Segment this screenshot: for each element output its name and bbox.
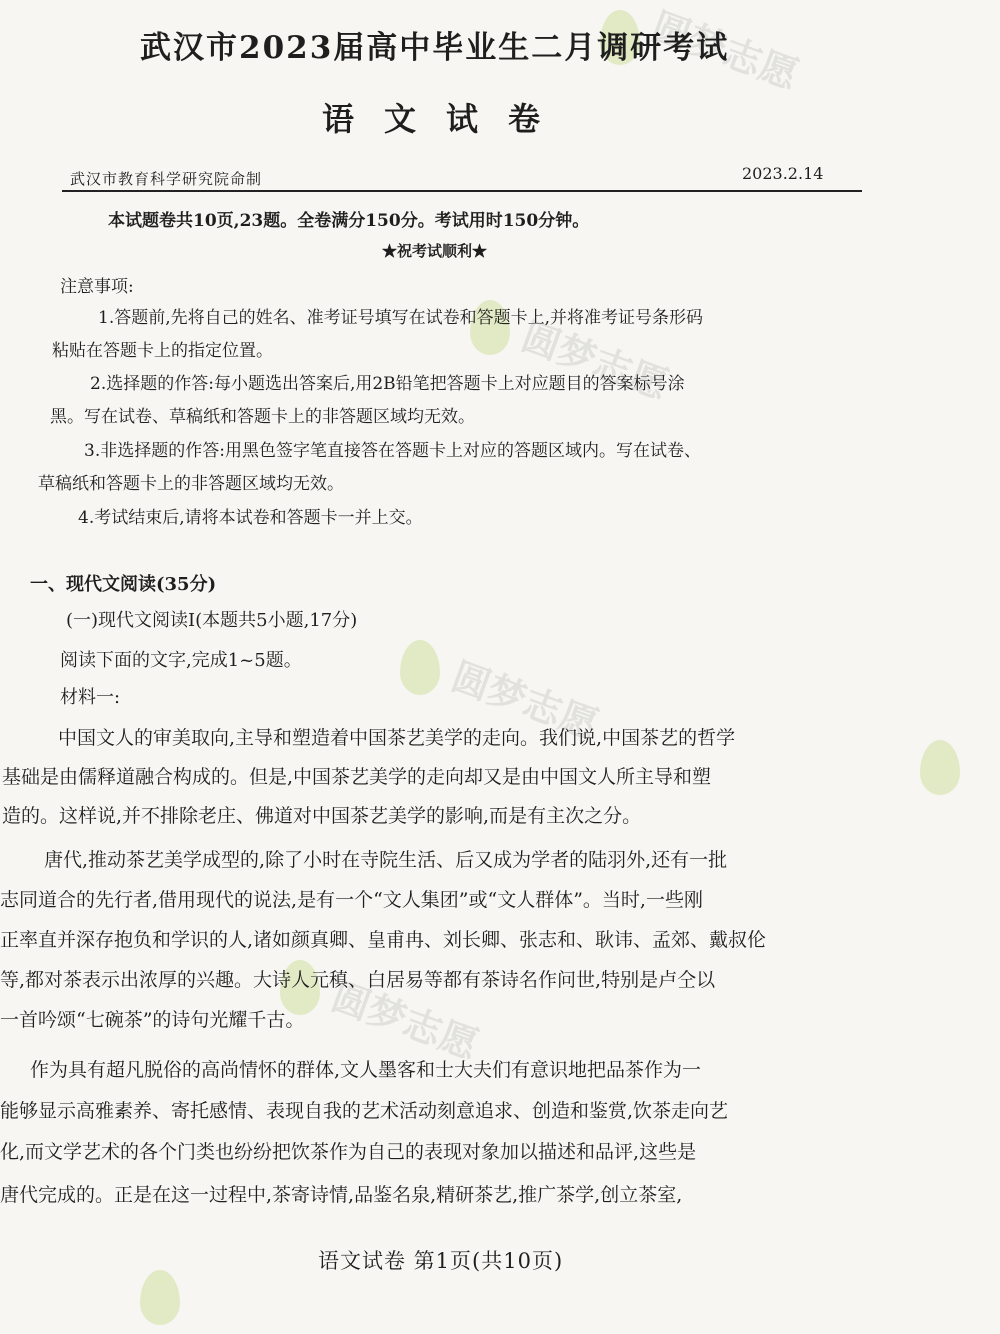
exam-info: 本试题卷共10页,23题。全卷满分150分。考试用时150分钟。 xyxy=(108,211,590,231)
section-heading: 一、现代文阅读(35分) xyxy=(30,574,217,595)
header-rule xyxy=(62,190,862,192)
body-line: 化,而文学艺术的各个门类也纷纷把饮茶作为自己的表现对象加以描述和品评,这些是 xyxy=(0,1141,697,1163)
subject-title: 语文试卷 xyxy=(322,100,571,138)
notice-line: 1.答题前,先将自己的姓名、准考证号填写在试卷和答题卡上,并将准考证号条形码 xyxy=(98,308,704,328)
notice-line: 2.选择题的作答:每小题选出答案后,用2B铅笔把答题卡上对应题目的答案标号涂 xyxy=(90,374,685,394)
body-line: 中国文人的审美取向,主导和塑造着中国茶艺美学的走向。我们说,中国茶艺的哲学 xyxy=(58,727,736,749)
body-line: 能够显示高雅素养、寄托感情、表现自我的艺术活动刻意追求、创造和鉴赏,饮茶走向艺 xyxy=(0,1100,729,1122)
notice-line: 黑。写在试卷、草稿纸和答题卡上的非答题区域均无效。 xyxy=(50,407,475,427)
page-footer: 语文试卷 第1页(共10页) xyxy=(318,1249,564,1273)
exam-title: 武汉市2023届高中毕业生二月调研考试 xyxy=(140,30,730,66)
watermark: 圆梦志愿 xyxy=(445,654,604,748)
subsection-heading: (一)现代文阅读Ⅰ(本题共5小题,17分) xyxy=(66,610,358,631)
watermark-leaf-icon xyxy=(140,1270,180,1325)
body-line: 等,都对茶表示出浓厚的兴趣。大诗人元稹、白居易等都有茶诗名作问世,特别是卢仝以 xyxy=(0,969,716,991)
instruction: 阅读下面的文字,完成1~5题。 xyxy=(60,650,302,671)
body-line: 正率直并深存抱负和学识的人,诸如颜真卿、皇甫冉、刘长卿、张志和、耿讳、孟郊、戴叔伦 xyxy=(0,929,767,951)
watermark-leaf-icon xyxy=(920,740,960,795)
watermark: 圆梦志愿 xyxy=(325,974,484,1068)
body-line: 唐代完成的。正是在这一过程中,茶寄诗情,品鉴名泉,精研茶艺,推广茶学,创立茶室, xyxy=(0,1184,683,1206)
material-label: 材料一: xyxy=(60,687,121,708)
issuer: 武汉市教育科学研究院命制 xyxy=(70,170,263,188)
body-line: 唐代,推动茶艺美学成型的,除了小时在寺院生活、后又成为学者的陆羽外,还有一批 xyxy=(44,849,728,871)
notice-heading: 注意事项: xyxy=(60,277,134,297)
exam-date: 2023.2.14 xyxy=(742,164,824,183)
body-line: 一首吟颂“七碗茶”的诗句光耀千古。 xyxy=(0,1009,305,1031)
notice-line: 粘贴在答题卡上的指定位置。 xyxy=(52,341,273,361)
notice-line: 4.考试结束后,请将本试卷和答题卡一并上交。 xyxy=(78,508,423,528)
watermark: 圆梦志愿 xyxy=(515,314,674,408)
body-line: 志同道合的先行者,借用现代的说法,是有一个“文人集团”或“文人群体”。当时,一些刚 xyxy=(0,889,703,911)
good-luck-line: ★祝考试顺利★ xyxy=(382,242,488,260)
body-line: 基础是由儒释道融合构成的。但是,中国茶艺美学的走向却又是由中国文人所主导和塑 xyxy=(2,766,712,788)
notice-line: 3.非选择题的作答:用黑色签字笔直接答在答题卡上对应的答题区域内。写在试卷、 xyxy=(84,441,701,461)
watermark-leaf-icon xyxy=(400,640,440,695)
watermark: 圆梦志愿 xyxy=(645,4,804,98)
notice-line: 草稿纸和答题卡上的非答题区域均无效。 xyxy=(38,474,344,494)
body-line: 造的。这样说,并不排除老庄、佛道对中国茶艺美学的影响,而是有主次之分。 xyxy=(2,805,642,827)
body-line: 作为具有超凡脱俗的高尚情怀的群体,文人墨客和士大夫们有意识地把品茶作为一 xyxy=(30,1059,702,1081)
